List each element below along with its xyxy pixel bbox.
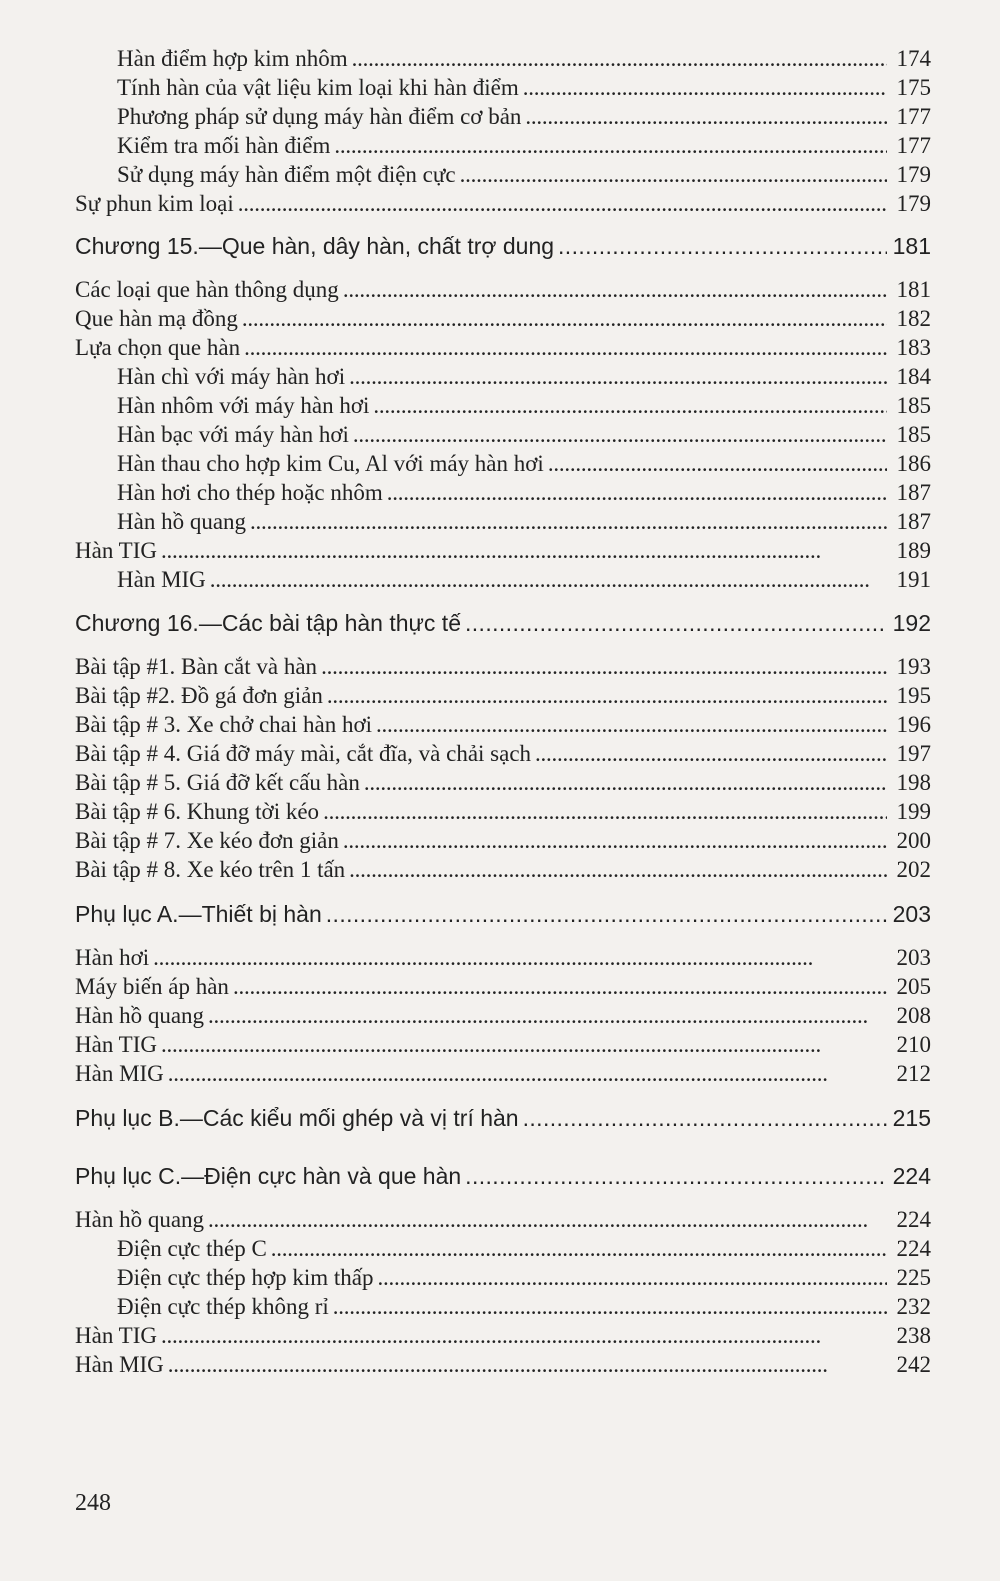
- dot-leader: [353, 422, 887, 448]
- entry-title: Hàn nhôm với máy hàn hơi: [117, 393, 370, 418]
- entry-page-number: 242: [896, 1352, 931, 1377]
- toc-entry: [75, 683, 931, 713]
- dot-leader: [208, 1207, 887, 1233]
- dot-leader: [525, 104, 887, 130]
- entry-title: Sử dụng máy hàn điểm một điện cực: [117, 162, 456, 187]
- entry-page-number: 232: [896, 1294, 931, 1319]
- entry-title: Chương 16.—Các bài tập hàn thực tế: [75, 610, 461, 636]
- entry-title: Kiểm tra mối hàn điểm: [117, 133, 331, 158]
- entry-title: Phụ lục A.—Thiết bị hàn: [75, 901, 322, 927]
- entry-page-number: 187: [896, 509, 931, 534]
- entry-page-number: 205: [896, 974, 931, 999]
- entry-page-number: 224: [892, 1163, 931, 1189]
- dot-leader: [523, 1105, 887, 1132]
- toc-entry: [117, 46, 931, 76]
- entry-page-number: 210: [896, 1032, 931, 1057]
- toc-chapter-entry: [75, 610, 931, 640]
- dot-leader: [323, 799, 887, 825]
- entry-page-number: 191: [896, 567, 931, 592]
- dot-leader: [387, 480, 887, 506]
- entry-page-number: 186: [896, 451, 931, 476]
- entry-title: Bài tập # 6. Khung tời kéo: [75, 799, 320, 824]
- toc-entry: [117, 567, 931, 597]
- toc-chapter-entry: [75, 233, 931, 263]
- entry-title: Hàn thau cho hợp kim Cu, Al với máy hàn hơi: [117, 451, 544, 476]
- toc-entry: [117, 393, 931, 423]
- entry-page-number: 225: [896, 1265, 931, 1290]
- toc-entry: [75, 712, 931, 742]
- entry-title: Hàn hồ quang: [75, 1207, 205, 1232]
- entry-title: Điện cực thép hợp kim thấp: [117, 1265, 374, 1290]
- entry-title: Hàn bạc với máy hàn hơi: [117, 422, 349, 447]
- toc-entry: [75, 1032, 931, 1062]
- toc-entry: [117, 451, 931, 481]
- dot-leader: [242, 306, 887, 332]
- dot-leader: [233, 974, 887, 1000]
- toc-entry: [75, 1061, 931, 1091]
- toc-entry: [117, 480, 931, 510]
- dot-leader: [465, 610, 887, 637]
- entry-page-number: 203: [892, 901, 931, 927]
- toc-entry: [117, 75, 931, 105]
- dot-leader: [333, 1294, 887, 1320]
- toc-entry: [75, 741, 931, 771]
- dot-leader: [460, 162, 887, 188]
- entry-title: Hàn MIG: [117, 567, 206, 592]
- dot-leader: [349, 857, 887, 883]
- entry-title: Phụ lục B.—Các kiểu mối ghép và vị trí hàn: [75, 1105, 519, 1131]
- entry-page-number: 208: [896, 1003, 931, 1028]
- dot-leader: [352, 46, 887, 72]
- entry-title: Máy biến áp hàn: [75, 974, 229, 999]
- entry-page-number: 189: [896, 538, 931, 563]
- toc-entry: [117, 509, 931, 539]
- toc-entry: [117, 1236, 931, 1266]
- dot-leader: [271, 1236, 887, 1262]
- toc-entry: [75, 191, 931, 221]
- toc-entry: [117, 422, 931, 452]
- entry-title: Điện cực thép C: [117, 1236, 267, 1261]
- entry-page-number: 193: [896, 654, 931, 679]
- entry-title: Hàn MIG: [75, 1061, 164, 1086]
- entry-page-number: 197: [896, 741, 931, 766]
- toc-entry: [117, 1294, 931, 1324]
- dot-leader: [250, 509, 887, 535]
- entry-title: Phương pháp sử dụng máy hàn điểm cơ bản: [117, 104, 522, 129]
- toc-chapter-entry: [75, 901, 931, 931]
- dot-leader: [376, 712, 887, 738]
- dot-leader: [349, 364, 887, 390]
- dot-leader: [244, 335, 887, 361]
- entry-title: Bài tập # 8. Xe kéo trên 1 tấn: [75, 857, 346, 882]
- dot-leader: [343, 277, 887, 303]
- toc-entry: [117, 104, 931, 134]
- entry-title: Hàn hơi cho thép hoặc nhôm: [117, 480, 383, 505]
- entry-title: Phụ lục C.—Điện cực hàn và que hàn: [75, 1163, 462, 1189]
- entry-title: Lựa chọn que hàn: [75, 335, 241, 360]
- dot-leader: [238, 191, 887, 217]
- toc-entry: [117, 1265, 931, 1295]
- toc-entry: [75, 974, 931, 1004]
- dot-leader: [321, 654, 887, 680]
- entry-page-number: 198: [896, 770, 931, 795]
- entry-title: Hàn TIG: [75, 1323, 157, 1348]
- entry-title: Hàn MIG: [75, 1352, 164, 1377]
- entry-title: Sự phun kim loại: [75, 191, 234, 216]
- entry-page-number: 179: [896, 162, 931, 187]
- entry-page-number: 177: [896, 133, 931, 158]
- toc-entry: [75, 1003, 931, 1033]
- toc-entry: [117, 364, 931, 394]
- entry-page-number: 174: [896, 46, 931, 71]
- entry-title: Hàn TIG: [75, 538, 157, 563]
- toc-entry: [75, 945, 931, 975]
- entry-title: Hàn hồ quang: [75, 1003, 205, 1028]
- dot-leader: [373, 393, 887, 419]
- toc-entry: [75, 799, 931, 829]
- entry-page-number: 179: [896, 191, 931, 216]
- entry-page-number: 203: [896, 945, 931, 970]
- toc-entry: [75, 1352, 931, 1382]
- dot-leader: [377, 1265, 887, 1291]
- entry-title: Bài tập #2. Đồ gá đơn giản: [75, 683, 323, 708]
- entry-title: Bài tập # 5. Giá đỡ kết cấu hàn: [75, 770, 360, 795]
- toc-entry: [75, 306, 931, 336]
- entry-page-number: 187: [896, 480, 931, 505]
- toc-entry: [75, 857, 931, 887]
- toc-chapter-entry: [75, 1105, 931, 1135]
- entry-title: Hàn TIG: [75, 1032, 157, 1057]
- dot-leader: [326, 901, 887, 928]
- entry-title: Điện cực thép không rỉ: [117, 1294, 329, 1319]
- toc-entry: [75, 770, 931, 800]
- dot-leader: [523, 75, 887, 101]
- toc-entry: [75, 828, 931, 858]
- dot-leader: [327, 683, 887, 709]
- entry-title: Hàn hồ quang: [117, 509, 247, 534]
- toc-entry: [75, 277, 931, 307]
- entry-page-number: 181: [892, 233, 931, 259]
- entry-title: Các loại que hàn thông dụng: [75, 277, 339, 302]
- entry-page-number: 224: [896, 1207, 931, 1232]
- dot-leader: [210, 567, 887, 593]
- entry-page-number: 196: [896, 712, 931, 737]
- dot-leader: [208, 1003, 887, 1029]
- entry-page-number: 200: [896, 828, 931, 853]
- entry-page-number: 183: [896, 335, 931, 360]
- dot-leader: [364, 770, 887, 796]
- entry-page-number: 182: [896, 306, 931, 331]
- entry-page-number: 185: [896, 422, 931, 447]
- dot-leader: [343, 828, 887, 854]
- dot-leader: [161, 538, 887, 564]
- entry-page-number: 181: [896, 277, 931, 302]
- toc-entry: [75, 1207, 931, 1237]
- entry-page-number: 212: [896, 1061, 931, 1086]
- toc-chapter-entry: [75, 1163, 931, 1193]
- entry-title: Hàn chì với máy hàn hơi: [117, 364, 346, 389]
- toc-entry: [75, 1323, 931, 1353]
- toc-entry: [75, 654, 931, 684]
- entry-page-number: 185: [896, 393, 931, 418]
- entry-page-number: 199: [896, 799, 931, 824]
- entry-page-number: 184: [896, 364, 931, 389]
- entry-title: Bài tập #1. Bàn cắt và hàn: [75, 654, 318, 679]
- entry-title: Tính hàn của vật liệu kim loại khi hàn điểm: [117, 75, 519, 100]
- dot-leader: [535, 741, 887, 767]
- entry-page-number: 195: [896, 683, 931, 708]
- dot-leader: [168, 1061, 887, 1087]
- dot-leader: [161, 1032, 887, 1058]
- dot-leader: [548, 451, 887, 477]
- entry-title: Bài tập # 4. Giá đỡ máy mài, cắt đĩa, và chải sạch: [75, 741, 532, 766]
- entry-page-number: 202: [896, 857, 931, 882]
- entry-title: Bài tập # 3. Xe chở chai hàn hơi: [75, 712, 373, 737]
- dot-leader: [168, 1352, 887, 1378]
- dot-leader: [153, 945, 887, 971]
- page-number: 248: [75, 1490, 111, 1516]
- toc-entry: [75, 335, 931, 365]
- entry-page-number: 192: [892, 610, 931, 636]
- toc-entry: [117, 133, 931, 163]
- entry-title: Que hàn mạ đồng: [75, 306, 238, 331]
- entry-page-number: 224: [896, 1236, 931, 1261]
- dot-leader: [465, 1163, 887, 1190]
- entry-title: Hàn điểm hợp kim nhôm: [117, 46, 348, 71]
- entry-title: Chương 15.—Que hàn, dây hàn, chất trợ dung: [75, 233, 555, 259]
- toc-entry: [117, 162, 931, 192]
- dot-leader: [161, 1323, 887, 1349]
- entry-title: Bài tập # 7. Xe kéo đơn giản: [75, 828, 339, 853]
- dot-leader: [558, 233, 887, 260]
- toc-entry: [75, 538, 931, 568]
- entry-page-number: 177: [896, 104, 931, 129]
- dot-leader: [334, 133, 887, 159]
- entry-page-number: 238: [896, 1323, 931, 1348]
- entry-page-number: 175: [896, 75, 931, 100]
- entry-page-number: 215: [892, 1105, 931, 1131]
- entry-title: Hàn hơi: [75, 945, 150, 970]
